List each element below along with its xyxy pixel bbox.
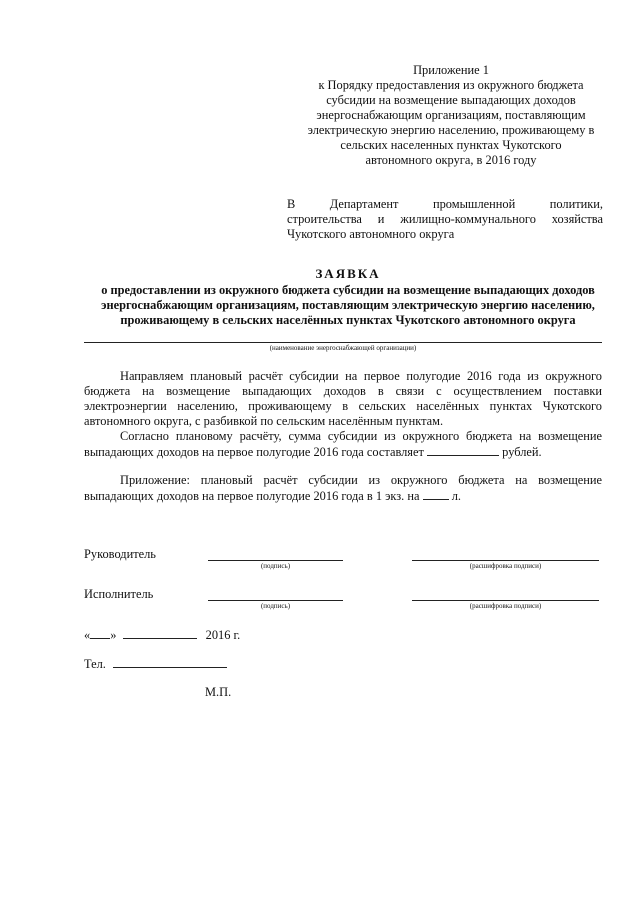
appendix-line: сельских населенных пунктах Чукотского xyxy=(340,138,562,152)
body-line: Направляем плановый расчёт субсидии на первое полугодие 2016 года из окружного xyxy=(120,369,602,383)
date-row xyxy=(84,627,240,643)
organization-caption: (наименование энергоснабжающей организации) xyxy=(269,344,417,352)
appendix-line: автономного округа, в 2016 году xyxy=(365,153,537,167)
signature-caption: (подпись) xyxy=(260,602,291,610)
phone-field[interactable] xyxy=(113,656,227,668)
phone-label: Тел. xyxy=(84,657,106,671)
date-year: 2016 г. xyxy=(205,628,241,642)
body-paragraph-3 xyxy=(84,473,602,504)
appendix-line: субсидии на возмещение выпадающих доходов xyxy=(326,93,576,107)
title-line: о предоставлении из окружного бюджета субсидии на возмещение выпадающих доходов xyxy=(101,283,595,297)
body-line xyxy=(84,444,602,460)
decoding-caption: (расшифровка подписи) xyxy=(469,562,542,570)
title-line: энергоснабжающим организациям, поставляющим электрическую энергию населению, xyxy=(101,298,595,312)
date-close-quote: » xyxy=(110,628,117,642)
body-line: электроэнергии населению, проживающему в сельских населённых пунктах Чукотского xyxy=(84,399,602,413)
document-title xyxy=(75,266,621,328)
appendix-block xyxy=(290,63,612,168)
head-label: Руководитель xyxy=(84,547,156,561)
phone-row xyxy=(84,656,227,672)
body-text: л. xyxy=(451,489,462,503)
date-month-field[interactable] xyxy=(123,627,197,639)
date-open-quote: « xyxy=(84,628,91,642)
addressee-line: Чукотского автономного округа xyxy=(287,227,455,241)
addressee-line: строительства и жилищно-коммунального хозяйства xyxy=(287,212,603,226)
title-line: проживающему в сельских населённых пунктах Чукотского автономного округа xyxy=(120,313,576,327)
body-text: рублей. xyxy=(502,445,542,459)
head-decoding-field[interactable] xyxy=(412,560,599,561)
pages-count-field[interactable] xyxy=(423,488,449,500)
date-day-field[interactable] xyxy=(90,627,110,639)
organization-name-field[interactable] xyxy=(84,342,602,343)
appendix-line: энергоснабжающим организациям, поставляющим xyxy=(316,108,586,122)
body-line: автономного округа, с разбивкой по сельским населённым пунктам. xyxy=(84,414,444,428)
executor-signature-field[interactable] xyxy=(208,600,343,601)
appendix-line: Приложение 1 xyxy=(413,63,489,77)
head-signature-field[interactable] xyxy=(208,560,343,561)
addressee-line: В Департамент промышленной политики, xyxy=(287,197,603,211)
executor-label: Исполнитель xyxy=(84,587,154,601)
body-paragraph-2 xyxy=(84,429,602,460)
body-line: бюджета на возмещение выпадающих доходов в связи с осуществлением поставки xyxy=(84,384,602,398)
title-heading: ЗАЯВКА xyxy=(315,266,381,281)
body-paragraph-1 xyxy=(84,369,602,429)
addressee-block xyxy=(287,197,603,242)
body-text: выпадающих доходов на первое полугодие 2016 года составляет xyxy=(84,445,424,459)
appendix-line: электрическую энергию населению, проживающему в xyxy=(307,123,595,137)
body-text: выпадающих доходов на первое полугодие 2016 года в 1 экз. на xyxy=(84,489,420,503)
body-line: Согласно плановому расчёту, сумма субсидии из окружного бюджета на возмещение xyxy=(120,429,602,443)
subsidy-amount-field[interactable] xyxy=(427,444,499,456)
appendix-line: к Порядку предоставления из окружного бюджета xyxy=(318,78,584,92)
stamp-placeholder: М.П. xyxy=(205,685,232,699)
body-line: Приложение: плановый расчёт субсидии из окружного бюджета на возмещение xyxy=(120,473,602,487)
signature-caption: (подпись) xyxy=(260,562,291,570)
decoding-caption: (расшифровка подписи) xyxy=(469,602,542,610)
executor-decoding-field[interactable] xyxy=(412,600,599,601)
body-line xyxy=(84,488,602,504)
